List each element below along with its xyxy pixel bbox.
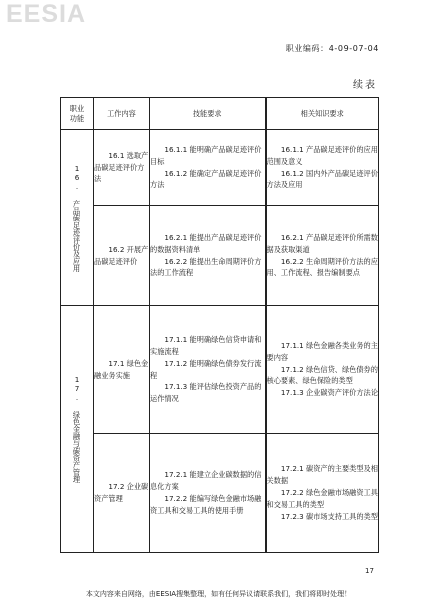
skill-cell: 17.2.1 能建立企业碳数据的信息化方案 17.2.2 能编写绿色金融市场融资工具和交易工具的使用手册 [150, 434, 266, 553]
table-row [61, 130, 379, 206]
occupation-code: 职业编码：4-09-07-04 [285, 44, 379, 53]
footer-disclaimer: 本文内容来自网络，由EESIA搜集整理，如有任何异议请联系我们，我们将即时处理！ [85, 590, 352, 598]
skill-cell: 16.2.1 能提出产品碳足迹评价的数据资料清单 16.2.2 能提出生命周期评价方法的工作流程 [150, 206, 266, 306]
function-cell: 17. 绿色金融与碳资产管理 [61, 306, 94, 553]
table-row [61, 434, 379, 553]
knowledge-cell: 16.1.1 产品碳足迹评价的应用范围及意义 16.1.2 国内外产品碳足迹评价方法及应用 [266, 130, 379, 206]
skill-cell: 16.1.1 能明确产品碳足迹评价目标 16.1.2 能确定产品碳足迹评价方法 [150, 130, 266, 206]
work-content-cell: 16.1 选取产品碳足迹评价方法 [94, 130, 150, 206]
work-content-cell: 17.2 企业碳资产管理 [94, 434, 150, 553]
page-number: 17 [365, 567, 374, 575]
table-row [61, 206, 379, 306]
knowledge-cell: 16.2.1 产品碳足迹评价所需数据及获取渠道 16.2.2 生命周期评价方法的应用、工作流程、报告编制要点 [266, 206, 379, 306]
knowledge-cell: 17.1.1 绿色金融各类业务的主要内容 17.1.2 绿色信贷、绿色债券的核心要素、绿色保险的类型 17.1.3 企业碳资产评价方法论 [266, 306, 379, 434]
work-content-cell: 17.1 绿色金融业务实施 [94, 306, 150, 434]
work-content-cell: 16.2 开展产品碳足迹评价 [94, 206, 150, 306]
header-work-content: 工作内容 [94, 98, 150, 130]
table-row [61, 306, 379, 434]
standards-table [60, 97, 379, 553]
header-skill-requirements: 技能要求 [150, 98, 266, 130]
eesia-watermark-logo: EESIA [6, 0, 87, 28]
skill-cell: 17.1.1 能明确绿色信贷申请和实施流程 17.1.2 能明确绿色债券发行流程 17.1.3 能评估绿色投资产品的运作情况 [150, 306, 266, 434]
table-header-row [61, 98, 379, 130]
continued-label: 续表 [353, 80, 377, 91]
header-knowledge-requirements: 相关知识要求 [266, 98, 379, 130]
knowledge-cell: 17.2.1 碳资产的主要类型及相关数据 17.2.2 绿色金融市场融资工具和交易工具的类型 17.2.3 碳市场支持工具的类型 [266, 434, 379, 553]
function-cell: 16. 产品碳足迹评价及应用 [61, 130, 94, 306]
header-function: 职业功能 [61, 98, 94, 130]
